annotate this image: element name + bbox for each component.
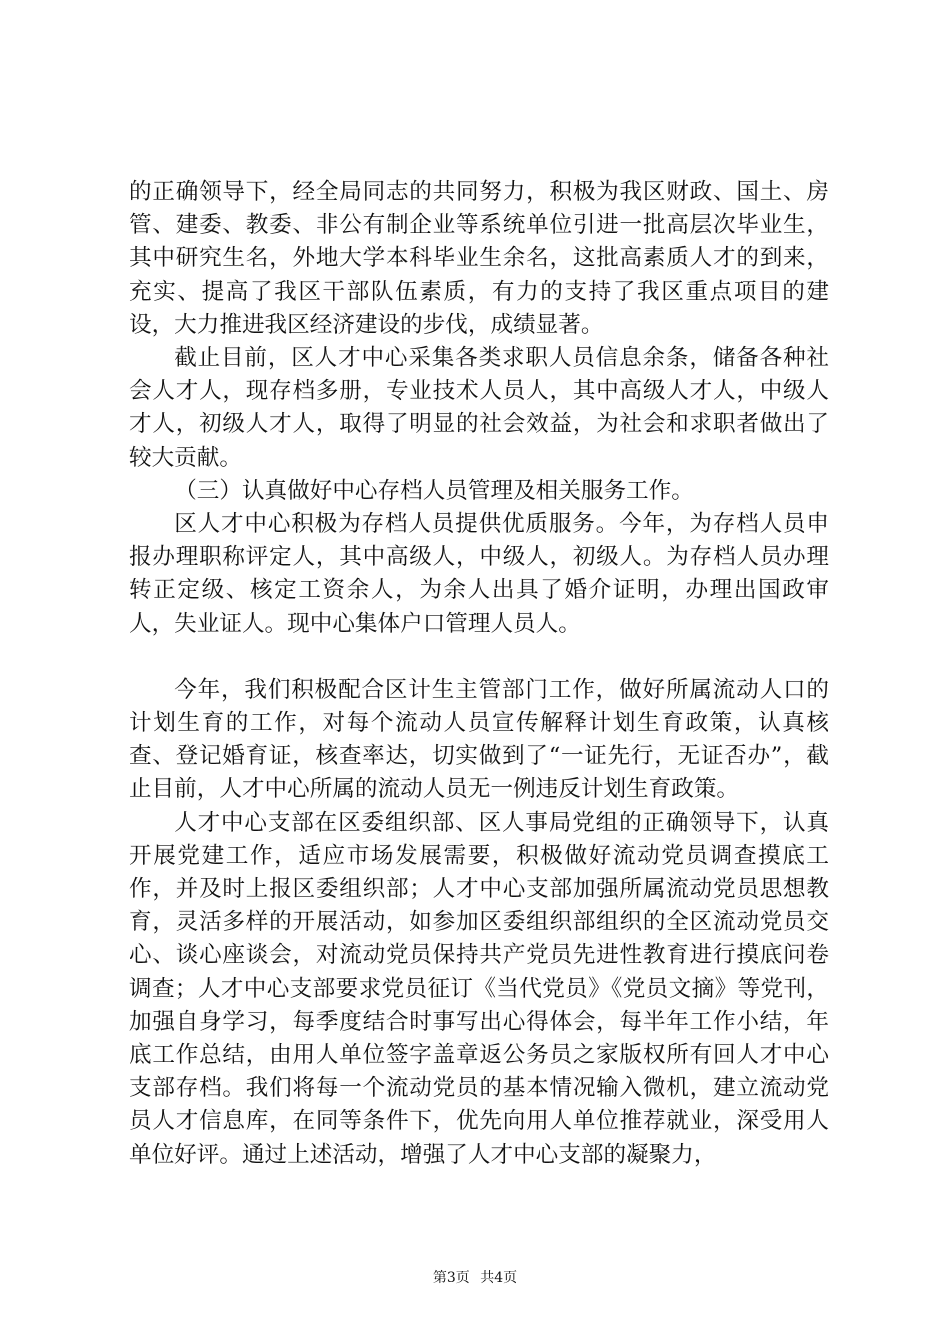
- paragraph-continuation: 的正确领导下，经全局同志的共同努力，积极为我区财政、国土、房管、建委、教委、非公有制企业等系统单位引进一批高层次毕业生，其中研究生名，外地大学本科毕业生余名，这批高素质人才的到来，充实、提高了我区干部队伍素质，有力的支持了我区重点项目的建设，大力推进我区经济建设的步伐，成绩显著。: [129, 179, 829, 338]
- paragraph-party-branch: 人才中心支部在区委组织部、区人事局党组的正确领导下，认真开展党建工作，适应市场发展需要，积极做好流动党员调查摸底工作，并及时上报区委组织部；人才中心支部加强所属流动党员思想教育，灵活多样的开展活动，如参加区委组织部组织的全区流动党员交心、谈心座谈会，对流动党员保持共产党员先进性教育进行摸底问卷调查；人才中心支部要求党员征订《当代党员》《党员文摘》等党刊，加强自身学习，每季度结合时事写出心得体会，每半年工作小结，年底工作总结，由用人单位签字盖章返公务员之家版权所有回人才中心支部存档。我们将每一个流动党员的基本情况输入微机，建立流动党员人才信息库，在同等条件下，优先向用人单位推荐就业，深受用人单位好评。通过上述活动，增强了人才中心支部的凝聚力，: [129, 809, 829, 1168]
- document-body: [129, 176, 829, 1172]
- paragraph-talent-stats: 截止目前，区人才中心采集各类求职人员信息余条，储备各种社会人才人，现存档多册，专业技术人员人，其中高级人才人，中级人才人，初级人才人，取得了明显的社会效益，为社会和求职者做出了较大贡献。: [129, 345, 829, 471]
- paragraph-archive-service: 区人才中心积极为存档人员提供优质服务。今年，为存档人员申报办理职称评定人，其中高级人，中级人，初级人。为存档人员办理转正定级、核定工资余人，为余人出具了婚介证明，办理出国政审人，失业证人。现中心集体户口管理人员人。: [129, 511, 829, 637]
- page-number: 第3页: [432, 1270, 470, 1286]
- section-heading-archive-service: （三）认真做好中心存档人员管理及相关服务工作。: [174, 477, 694, 504]
- page-total: 共4页: [480, 1270, 518, 1286]
- paragraph-family-planning: 今年，我们积极配合区计生主管部门工作，做好所属流动人口的计划生育的工作，对每个流动人员宣传解释计划生育政策，认真核查、登记婚育证，核查率达，切实做到了“一证先行，无证否办”，截止目前，人才中心所属的流动人员无一例违反计划生育政策。: [129, 676, 829, 803]
- page-footer: [0, 1268, 950, 1288]
